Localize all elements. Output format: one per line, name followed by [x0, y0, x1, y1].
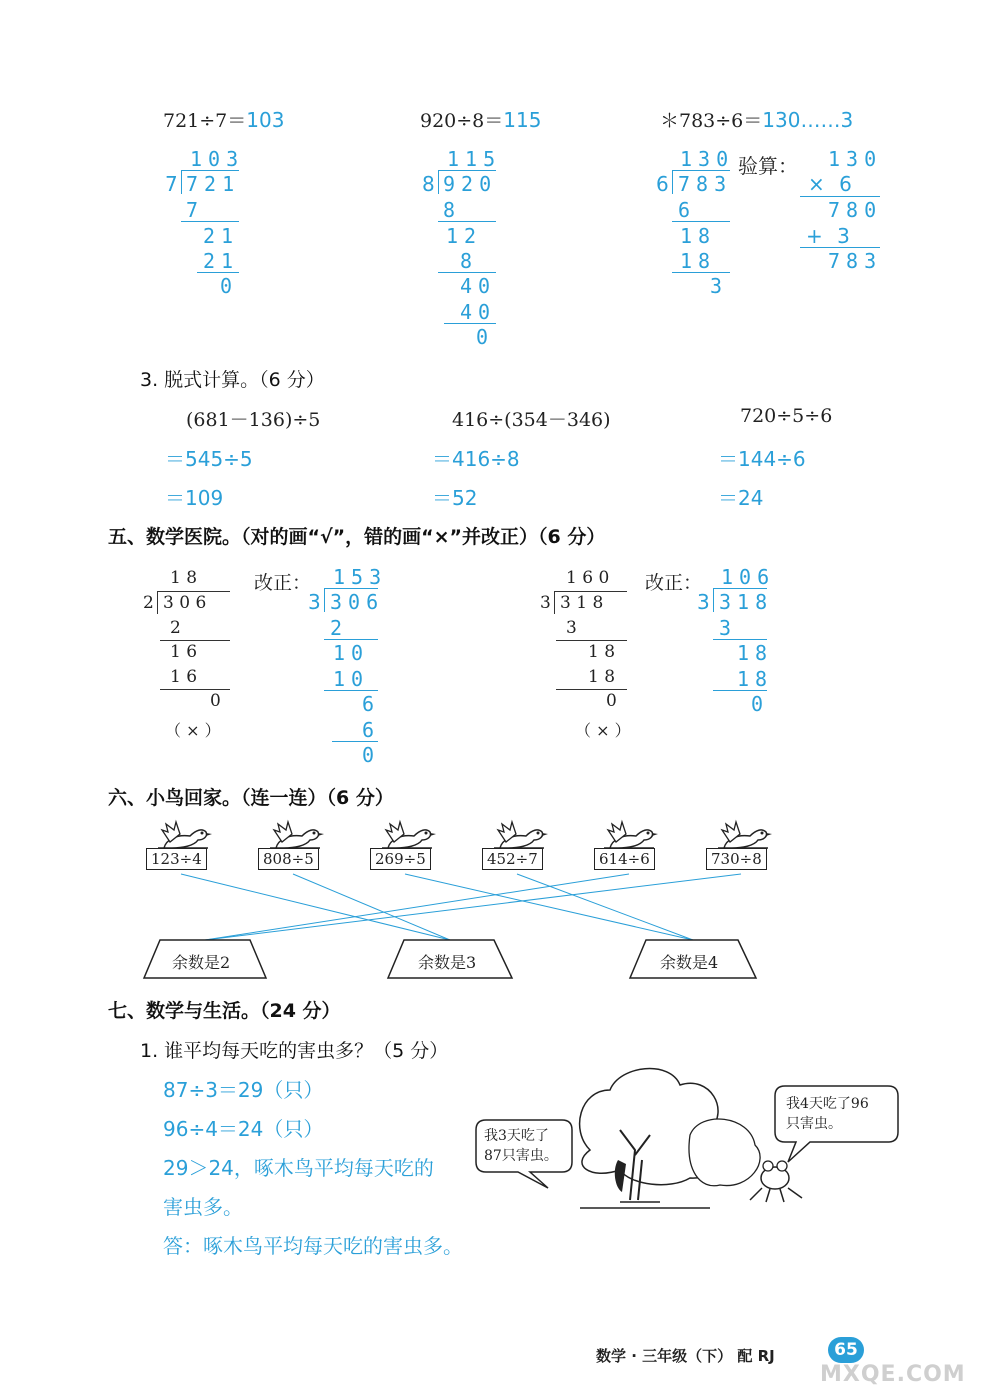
p1-step: 21 — [203, 224, 240, 248]
s3-step: ＝545÷5 — [165, 447, 253, 471]
wrong-step: 3 — [566, 618, 577, 638]
section-3-title: 3. 脱式计算。（6 分） — [140, 369, 325, 391]
p3-quotient: 130 — [680, 147, 735, 171]
answer-line: 96÷4＝24（只） — [163, 1117, 324, 1141]
wrong-mark: （ × ） — [575, 721, 631, 740]
p2-quotient: 115 — [447, 147, 502, 171]
answer-line: 害虫多。 — [163, 1195, 243, 1219]
p2-step: 12 — [446, 224, 483, 248]
fixed-step: 10 — [333, 641, 370, 665]
correction-label: 改正： — [645, 572, 703, 594]
page-number: 65 — [828, 1337, 864, 1363]
fixed-dividend: 306 — [330, 590, 385, 614]
p1-step: 21 — [203, 249, 240, 273]
wrong-dividend: 3 0 6 — [163, 593, 207, 613]
p3-step: 6 — [678, 198, 697, 222]
fixed-divisor: 3 — [308, 590, 321, 614]
s3-expr: 416÷(354－346) — [452, 409, 611, 431]
bubble-left-text: 我3天吃了 87只害虫。 — [484, 1128, 558, 1164]
nest-label[interactable]: 余数是3 — [418, 953, 477, 972]
footer-text: 数学 · 三年级（下） 配 RJ — [596, 1347, 775, 1365]
fixed-step: 18 — [737, 641, 774, 665]
check-label: 验算： — [738, 154, 798, 178]
p1-step: 7 — [186, 198, 205, 222]
wrong-step: 1 6 — [170, 642, 198, 662]
check-line: 780 — [828, 198, 883, 222]
s3-step: ＝52 — [432, 486, 478, 510]
wrong-step: 1 6 — [170, 667, 198, 687]
s3-step: ＝24 — [718, 486, 764, 510]
correction-label: 改正： — [254, 572, 312, 594]
watermark: MXQE.COM — [820, 1362, 966, 1387]
woodpecker-icon — [615, 1160, 626, 1192]
check-line: × 6 — [808, 172, 856, 196]
bird-box[interactable]: 269÷5 — [370, 848, 431, 870]
bird-icon — [718, 822, 772, 848]
bird-icon — [494, 822, 548, 848]
p2-step: 8 — [460, 249, 479, 273]
p3-step: 3 — [710, 274, 729, 298]
answer-line: 29＞24，啄木鸟平均每天吃的 — [163, 1156, 434, 1180]
fixed-step: 2 — [330, 616, 349, 640]
fixed-step: 3 — [719, 616, 738, 640]
wrong-step: 2 — [170, 618, 181, 638]
s3-expr: 720÷5÷6 — [740, 405, 833, 427]
nest-label[interactable]: 余数是4 — [660, 953, 719, 972]
wrong-step: 0 — [210, 691, 221, 711]
wrong-quotient: 1 8 — [170, 568, 198, 588]
connection-line — [205, 874, 741, 940]
p2-step: 40 — [460, 274, 497, 298]
bird-icon — [382, 822, 436, 848]
bird-box[interactable]: 123÷4 — [146, 848, 207, 870]
bird-icon — [158, 822, 212, 848]
p2-step: 0 — [476, 325, 495, 349]
s3-step: ＝144÷6 — [718, 447, 806, 471]
s3-step: ＝416÷8 — [432, 447, 520, 471]
section-5-title: 五、数学医院。（对的画“√”，错的画“×”并改正）（6 分） — [108, 526, 606, 548]
p3-step: 18 — [680, 224, 717, 248]
check-line: + 3 — [806, 224, 854, 248]
fixed-step: 6 — [362, 692, 381, 716]
problem-3-question: ＊783÷6＝130……3 — [660, 108, 854, 132]
bird-icon — [604, 822, 658, 848]
bird-box[interactable]: 808÷5 — [258, 848, 319, 870]
fixed-quotient: 153 — [333, 565, 388, 589]
s3-step: ＝109 — [165, 486, 224, 510]
section-6-title: 六、小鸟回家。（连一连）（6 分） — [108, 787, 394, 809]
bird-box[interactable]: 452÷7 — [482, 848, 543, 870]
p1-divisor: 7 — [165, 172, 178, 196]
bird-icon — [270, 822, 324, 848]
p1-step: 0 — [220, 274, 239, 298]
p2-divisor: 8 — [422, 172, 435, 196]
connection-line — [205, 874, 629, 940]
p3-divisor: 6 — [656, 172, 669, 196]
p3-dividend: 783 — [678, 172, 733, 196]
problem-2-question: 920÷8＝115 — [420, 108, 542, 132]
wrong-step: 1 8 — [588, 642, 616, 662]
wrong-divisor: 2 — [143, 593, 154, 613]
section-7-title: 七、数学与生活。（24 分） — [108, 1000, 341, 1022]
bubble-right-text: 我4天吃了96 只害虫。 — [786, 1096, 869, 1132]
connection-line — [517, 874, 693, 940]
p1-dividend: 721 — [186, 172, 241, 196]
nest-label[interactable]: 余数是2 — [172, 953, 231, 972]
answer-line: 答：啄木鸟平均每天吃的害虫多。 — [163, 1234, 463, 1258]
fixed-step: 18 — [737, 667, 774, 691]
connection-line — [405, 874, 693, 940]
answer-line: 87÷3＝29（只） — [163, 1078, 324, 1102]
s3-expr: (681－136)÷5 — [186, 409, 321, 431]
p3-step: 18 — [680, 249, 717, 273]
p2-dividend: 920 — [443, 172, 498, 196]
wrong-dividend: 3 1 8 — [560, 593, 604, 613]
fixed-dividend: 318 — [719, 590, 774, 614]
wrong-step: 0 — [606, 691, 617, 711]
q1-title: 1. 谁平均每天吃的害虫多？（5 分） — [140, 1040, 449, 1062]
wrong-quotient: 1 6 0 — [566, 568, 610, 588]
bird-box[interactable]: 614÷6 — [594, 848, 655, 870]
fixed-divisor: 3 — [697, 590, 710, 614]
wrong-step: 1 8 — [588, 667, 616, 687]
check-line: 783 — [828, 249, 883, 273]
check-line: 130 — [828, 147, 883, 171]
fixed-quotient: 106 — [721, 565, 776, 589]
fixed-step: 0 — [362, 743, 381, 767]
p2-step: 40 — [460, 300, 497, 324]
p2-step: 8 — [443, 198, 462, 222]
fixed-step: 0 — [751, 692, 770, 716]
fixed-step: 10 — [333, 667, 370, 691]
bird-box[interactable]: 730÷8 — [706, 848, 767, 870]
wrong-mark: （ × ） — [165, 721, 221, 740]
p1-quotient: 103 — [190, 147, 245, 171]
fixed-step: 6 — [362, 718, 381, 742]
problem-1-question: 721÷7＝103 — [163, 108, 285, 132]
wrong-divisor: 3 — [540, 593, 551, 613]
